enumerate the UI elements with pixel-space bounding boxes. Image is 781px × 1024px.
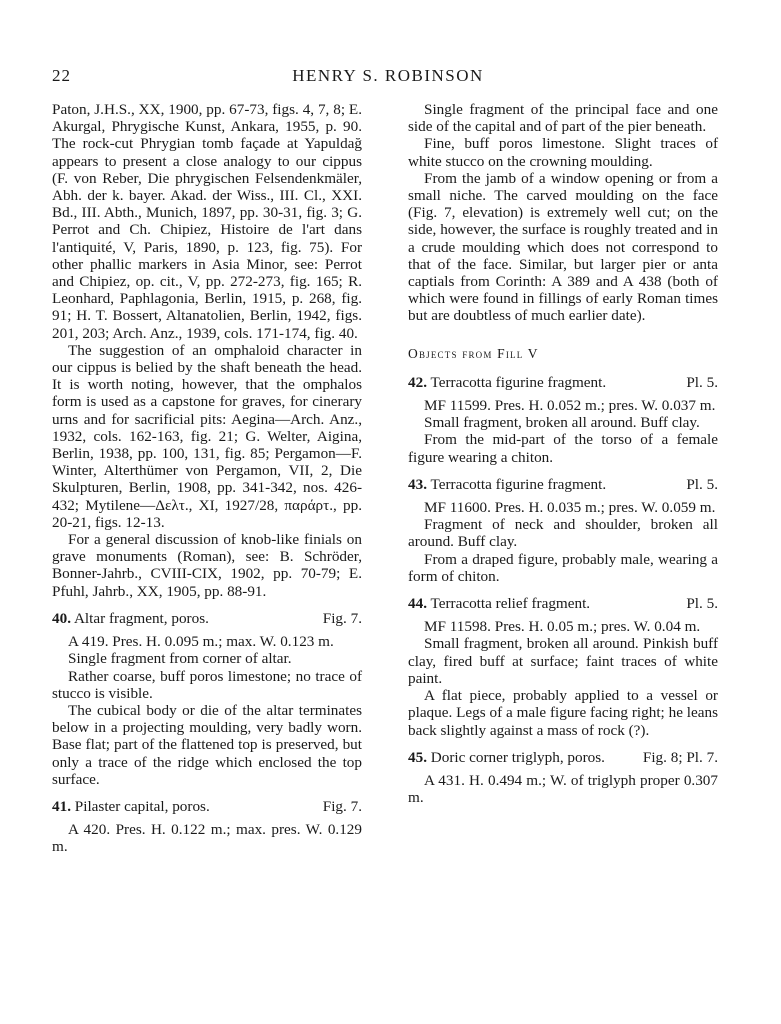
entry-number: 43. <box>408 475 427 493</box>
entry-45-line: A 431. H. 0.494 m.; W. of triglyph proper 0.307 m. <box>408 771 718 807</box>
catalog-entry-41-heading <box>52 798 362 815</box>
entry-44-line: A flat piece, probably applied to a vessel or plaque. Legs of a male figure facing right; he leans back slightly against a mass of rock (?). <box>408 687 718 739</box>
entry-title: Pilaster capital, poros. <box>74 797 210 815</box>
entry-43-line: From a draped figure, probably male, wearing a form of chiton. <box>408 550 718 585</box>
right-column <box>408 101 718 806</box>
entry-figure-ref: Fig. 7. <box>322 609 362 627</box>
entry-plate-ref: Pl. 5. <box>686 373 718 391</box>
continued-paragraph: Fine, buff poros limestone. Slight traces of white stucco on the crowning moulding. <box>408 135 718 170</box>
entry-figure-ref: Fig. 8; Pl. 7. <box>642 748 718 766</box>
footnote-paragraph-1: Paton, J.H.S., XX, 1900, pp. 67-73, figs. 4, 7, 8; E. Akurgal, Phrygische Kunst, Ankara, 1955, p. 90. The rock-cut Phrygian tomb façade at Yapuldağ appears to present a close analogy to our cippus (F. von Reber, Die phrygischen Felsendenkmäler, Abh. der k. bayer. Akad. der Wiss., III. Cl., XXI. Bd., III. Abth., Munich, 1897, pp. 30-31, fig. 3; G. Perrot and Ch. Chipiez, Histoire de l'art dans l'antiquité, V, Paris, 1890, p. 123, fig. 75). For other phallic markers in Asia Minor, see: Perrot and Chipiez, op. cit., V, pp. 272-273, fig. 165; R. Leonhard, Paphlagonia, Berlin, 1915, p. 268, fig. 91; H. T. Bossert, Altanatolien, Berlin, 1942, figs. 201, 203; Arch. Anz., 1939, cols. 171-174, fig. 40. <box>52 101 362 342</box>
entry-plate-ref: Pl. 5. <box>686 595 718 613</box>
entry-42-line: MF 11599. Pres. H. 0.052 m.; pres. W. 0.037 m. <box>424 397 716 415</box>
catalog-entry-44-heading <box>408 595 718 612</box>
continued-paragraph: From the jamb of a window opening or from a small niche. The carved moulding on the face (Fig. 7, elevation) is extremely well cut; on the side, however, the surface is roughly treated and in a crude moulding which does not correspond to that of the face. Similar, but larger pier or anta captials from Corinth: A 389 and A 438 (both of which were found in fillings of early Roman times but are doubtless of much earlier date). <box>408 169 718 325</box>
left-column <box>52 101 362 856</box>
section-heading: Objects from Fill V <box>408 345 539 361</box>
catalog-entry-40-heading <box>52 610 362 627</box>
entry-title: Terracotta figurine fragment. <box>430 475 607 493</box>
entry-44-line: Small fragment, broken all around. Pinkish buff clay, fired buff at surface; faint traces of white paint. <box>408 635 718 687</box>
entry-42-line: From the mid-part of the torso of a female figure wearing a chiton. <box>408 431 718 466</box>
entry-42-line: Small fragment, broken all around. Buff clay. <box>424 414 700 432</box>
entry-number: 42. <box>408 373 427 391</box>
entry-title: Doric corner triglyph, poros. <box>430 748 605 766</box>
entry-title: Terracotta relief fragment. <box>430 595 591 613</box>
entry-40-line: Rather coarse, buff poros limestone; no trace of stucco is visible. <box>52 667 362 702</box>
catalog-entry-43-heading <box>408 476 718 493</box>
page-number: 22 <box>52 66 71 85</box>
running-header <box>52 66 724 88</box>
entry-41-line: A 420. Pres. H. 0.122 m.; max. pres. W. 0.129 m. <box>52 821 362 856</box>
entry-number: 41. <box>52 797 71 815</box>
entry-40-line: Single fragment from corner of altar. <box>68 650 292 668</box>
entry-title: Terracotta figurine fragment. <box>430 373 607 391</box>
catalog-entry-45-heading <box>408 749 718 766</box>
footnote-paragraph-3: For a general discussion of knob-like finials on grave monuments (Roman), see: B. Schröder, Bonner-Jahrb., CVIII-CIX, 1902, pp. 70-79; E. Pfuhl, Jahrb., XX, 1905, pp. 88-91. <box>52 531 362 600</box>
entry-44-line: MF 11598. Pres. H. 0.05 m.; pres. W. 0.04 m. <box>424 618 701 636</box>
continued-paragraph: Single fragment of the principal face and one side of the capital and of part of the pier beneath. <box>408 101 718 136</box>
catalog-entry-42-heading <box>408 374 718 391</box>
entry-40-line: The cubical body or die of the altar terminates below in a projecting moulding, very badly worn. Base flat; part of the flattened top is preserved, but only a trace of the ridge which enclosed the top surface. <box>52 701 362 788</box>
entry-plate-ref: Pl. 5. <box>686 475 718 493</box>
entry-43-line: Fragment of neck and shoulder, broken all around. Buff clay. <box>408 516 718 551</box>
entry-43-line: MF 11600. Pres. H. 0.035 m.; pres. W. 0.059 m. <box>424 499 716 517</box>
entry-40-line: A 419. Pres. H. 0.095 m.; max. W. 0.123 m. <box>68 633 334 651</box>
entry-number: 40. <box>52 609 71 627</box>
entry-figure-ref: Fig. 7. <box>322 797 362 815</box>
entry-title: Altar fragment, poros. <box>73 609 209 627</box>
running-head: HENRY S. ROBINSON <box>292 66 484 85</box>
footnote-paragraph-2: The suggestion of an omphaloid character in our cippus is belied by the shaft beneath the head. It is worth noting, however, that the omphalos form is used as a capstone for graves, for cinerary urns and for sacrificial pits: Aegina—Arch. Anz., 1932, cols. 162-163, fig. 21; G. Welter, Aigina, Berlin, 1938, pp. 100, 131, fig. 85; Pergamon—F. Winter, Alterthümer von Pergamon, VII, 2, Die Skulpturen, Berlin, 1908, pp. 341-342, nos. 426-432; Mytilene—Δελτ., XI, 1927/28, παράρτ., pp. 20-21, figs. 12-13. <box>52 341 362 531</box>
entry-number: 44. <box>408 595 427 613</box>
entry-number: 45. <box>408 748 427 766</box>
